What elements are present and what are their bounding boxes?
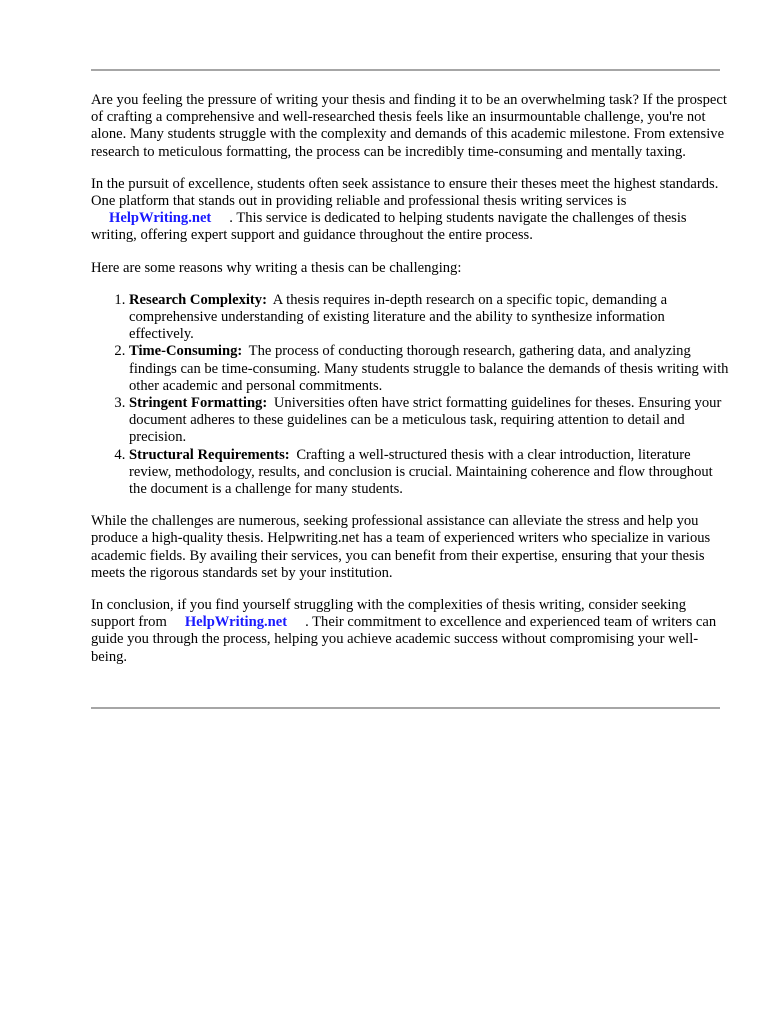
reason-text: The process of conducting thorough research, gathering data, and analyzing findings can be time-consuming. Many students struggle to balance the demands of thesis writing with other academic and personal commitments. <box>129 343 729 394</box>
list-item <box>129 343 731 395</box>
conclusion-text-before: In conclusion, if you find yourself struggling with the complexities of thesis writing, consider seeking support from <box>91 597 687 631</box>
list-item <box>129 395 731 447</box>
pursuit-text-after: . This service is dedicated to helping students navigate the challenges of thesis writing, offering expert support and guidance throughout the entire process. <box>91 210 687 244</box>
reason-title: Time-Consuming: <box>129 343 243 360</box>
challenges-paragraph: While the challenges are numerous, seeking professional assistance can alleviate the stress and help you produce a high-quality thesis. Helpwriting.net has a team of experienced writers who specialize in various academic fields. By availing their services, you can benefit from their expertise, ensuring that your thesis meets the rigorous standards set by your institution. <box>91 513 711 581</box>
conclusion-paragraph <box>91 597 731 666</box>
reason-title: Research Complexity: <box>129 291 267 308</box>
helpwriting-link[interactable]: HelpWriting.net <box>109 210 212 227</box>
reason-title: Stringent Formatting: <box>129 395 268 412</box>
reasons-list <box>91 292 731 498</box>
top-divider <box>91 69 720 71</box>
document-body <box>91 92 731 681</box>
list-item <box>129 292 731 344</box>
conclusion-text-after: . Their commitment to excellence and experienced team of writers can guide you through the process, helping you achieve academic success without compromising your well-being. <box>91 614 717 665</box>
reason-title: Structural Requirements: <box>129 446 290 463</box>
list-item <box>129 447 731 499</box>
pursuit-paragraph <box>91 176 731 245</box>
pursuit-text-before: In the pursuit of excellence, students often seek assistance to ensure their theses meet the highest standards. One platform that stands out in providing reliable and professional thesis writing services is <box>91 175 719 210</box>
reason-text: Universities often have strict formatting guidelines for theses. Ensuring your document adheres to these guidelines can be a meticulous task, requiring attention to detail and precision. <box>129 395 722 446</box>
helpwriting-link[interactable]: HelpWriting.net <box>184 614 288 631</box>
intro-paragraph: Are you feeling the pressure of writing your thesis and finding it to be an overwhelming task? If the prospect of crafting a comprehensive and well-researched thesis feels like an insurmountable challenge, you're not alone. Many students struggle with the complexity and demands of this academic milestone. From extensive research to meticulous formatting, the process can be incredibly time-consuming and mentally taxing. <box>91 92 727 160</box>
reason-text: Crafting a well-structured thesis with a clear introduction, literature review, methodology, results, and conclusion is crucial. Maintaining coherence and flow throughout the document is a challenge for many students. <box>129 446 713 498</box>
reason-text: A thesis requires in-depth research on a specific topic, demanding a comprehensive understanding of existing literature and the ability to synthesize information effectively. <box>129 291 668 343</box>
bottom-divider <box>91 707 720 709</box>
reasons-intro: Here are some reasons why writing a thesis can be challenging: <box>91 259 462 276</box>
